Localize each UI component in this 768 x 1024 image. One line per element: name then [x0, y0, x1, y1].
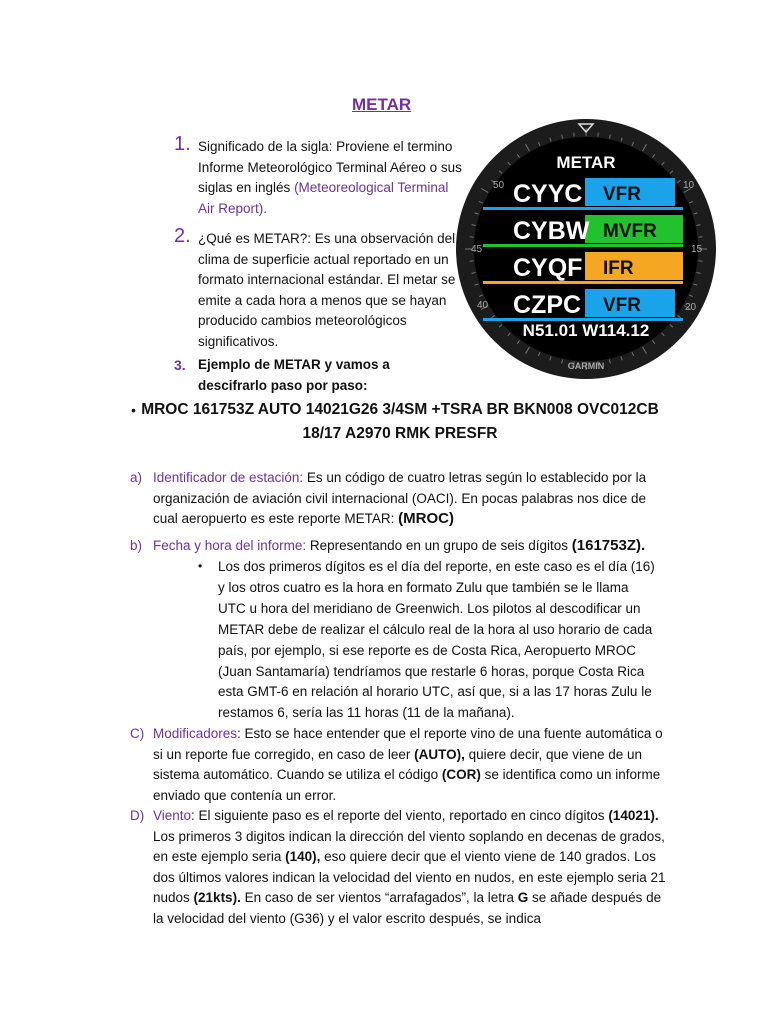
section-d — [130, 806, 670, 929]
bezel-number: 20 — [685, 302, 697, 313]
station-code: CYBW — [513, 217, 590, 245]
section-text: Representando en un grupo de seis dígitos — [306, 538, 572, 553]
section-text: eso quiere decir que el viento viene de 140 grados. Los dos últimos valores indican la velocidad del viento en nudos, en este ejemplo seria 21 nudos — [153, 849, 666, 905]
section-text: Es un código de cuatro letras según lo establecido por la organización de aviación civil internacional (OACI). En pocas palabras nos dice de cual aeropuerto es este reporte METAR: — [153, 470, 647, 526]
section-body — [153, 806, 670, 929]
list-item-2 — [174, 225, 464, 352]
item-highlight: (Meteoreological Terminal Air Report). — [198, 180, 449, 216]
metar-example-line-1: MROC 161753Z AUTO 14021G26 3/4SM +TSRA BR BKN008 OVC012CB — [141, 401, 659, 418]
sub-bullet: • — [198, 559, 203, 573]
section-text: : El siguiente paso es el reporte del viento, reportado en cinco dígitos — [191, 808, 609, 823]
bezel-number: 15 — [691, 244, 703, 255]
section-code: (140), — [285, 849, 321, 864]
section-code: G — [517, 890, 529, 905]
section-text: Los primeros 3 digitos indican la dirección del viento soplando en decenas de grados, en este ejemplo seria — [153, 828, 665, 864]
list-item-3 — [174, 355, 464, 396]
flight-category: IFR — [603, 258, 634, 279]
watch-row — [483, 215, 683, 247]
section-title: Identificador de estación: — [153, 470, 304, 485]
section-label: C) — [130, 726, 145, 741]
flight-category: MVFR — [603, 221, 657, 242]
section-text: En caso de ser vientos “arrafagados”, la letra — [240, 890, 518, 905]
section-text: : Esto se hace entender que el reporte vino de una fuente automática o si un reporte fue corregido, en caso de leer — [153, 726, 663, 762]
bezel-number: 40 — [477, 300, 489, 311]
section-code: (161753Z). — [571, 537, 646, 554]
section-c — [130, 724, 670, 806]
item-lead: Significado de la sigla: Proviene el termino Informe Meteorológico Terminal Aéreo o sus siglas en inglés — [198, 139, 462, 195]
section-code: (14021). — [608, 808, 659, 823]
item-number: 2. — [174, 225, 191, 247]
section-code: (AUTO), — [414, 746, 465, 762]
section-text: quiere decir, que viene de un sistema automático. Cuando se utiliza el código — [153, 746, 643, 782]
section-title: Fecha y hora del informe: — [153, 538, 307, 553]
section-b-detail: Los dos primeros dígitos es el día del reporte, en este caso es el día (16) y los otros cuatro es la hora en formato Zulu que también se le llama UTC u hora del meridiano de Greenwich. Los pilotos al descodificar un METAR debe de realizar el cálculo real de la hora al uso horario de cada país, por ejemplo, si ese reporte es de Costa Rica, Aeropuerto MROC (Juan Santamaría) tendríamos que restarle 6 horas, porque Costa Rica esta GMT-6 en relación al horario UTC, así que, si a las 17 horas Zulu le restamos 6, sería las 11 horas (11 de la mañana). — [218, 559, 655, 721]
watch-coords: N51.01 W114.12 — [522, 321, 650, 340]
watch-header: METAR — [556, 153, 616, 172]
garmin-watch-image — [455, 118, 717, 380]
bezel-number: 45 — [471, 244, 483, 255]
item-text — [198, 137, 464, 219]
list-item-1 — [174, 133, 464, 219]
section-title: Viento — [153, 808, 192, 823]
brand-logo: GARMIN — [567, 361, 605, 371]
section-title: Modificadores — [153, 726, 238, 741]
section-b — [130, 536, 670, 557]
section-label: a) — [130, 470, 143, 485]
section-body — [153, 468, 670, 530]
section-code: (MROC) — [398, 510, 454, 527]
section-body — [153, 724, 670, 806]
bezel-number: 10 — [683, 180, 695, 191]
section-a — [130, 468, 670, 530]
bullet: • — [131, 402, 136, 418]
flight-category: VFR — [603, 295, 641, 316]
station-code: CYQF — [513, 254, 583, 282]
item-text: ¿Qué es METAR?: Es una observación del clima de superficie actual reportado en un formato internacional estándar. El metar se emite a cada hora a menos que se hayan producido cambios meteorológicos significativos. — [198, 231, 456, 349]
section-code: (21kts). — [193, 890, 241, 905]
section-label: b) — [130, 538, 143, 553]
item-number: 1. — [174, 133, 191, 155]
station-code: CZPC — [513, 291, 582, 319]
page-title: METAR — [352, 95, 412, 114]
category-bar — [585, 252, 683, 280]
item-text: Ejemplo de METAR y vamos a descifrarlo paso por paso: — [198, 357, 390, 393]
section-text: se identifica como un informe enviado que contenía un error. — [153, 767, 661, 803]
metar-example-line-2: 18/17 A2970 RMK PRESFR — [302, 425, 498, 442]
section-label: D) — [130, 808, 145, 823]
station-code: CYYC — [513, 180, 583, 208]
section-text: se añade después de la velocidad del viento (G36) y el valor escrito después, se indica — [153, 890, 662, 926]
section-body — [153, 536, 670, 557]
section-code: (COR) — [441, 767, 481, 782]
flight-category: VFR — [603, 184, 641, 205]
bezel-number: 50 — [493, 180, 505, 191]
item-number: 3. — [174, 357, 186, 373]
